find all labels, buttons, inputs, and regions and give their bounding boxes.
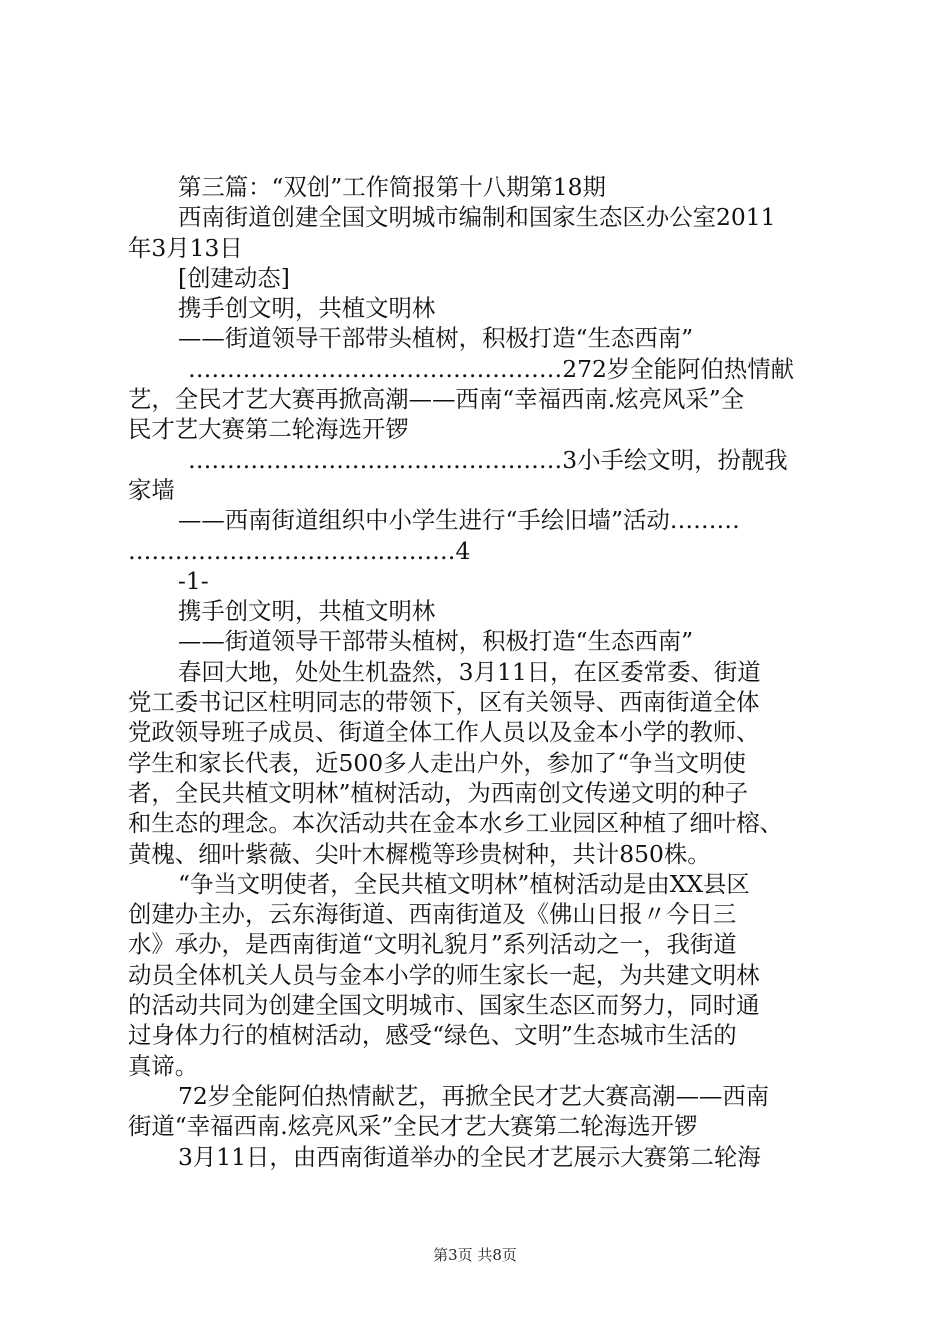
text-line: 72岁全能阿伯热情献艺，再掀全民才艺大赛高潮——西南 [178, 1081, 770, 1110]
page-footer [0, 1244, 950, 1265]
text-line: 第三篇：“双创”工作简报第十八期第18期 [178, 173, 606, 201]
text-line: ——街道领导干部带头植树，积极打造“生态西南” [178, 627, 694, 656]
text-line: 春回大地，处处生机盎然，3月11日，在区委常委、街道 [178, 657, 761, 686]
text-line: “争当文明使者，全民共植文明林”植树活动是由XX县区 [178, 869, 750, 898]
text-line: 携手创文明，共植文明林 [178, 294, 436, 323]
text-line: …………………………………………3小手绘文明，扮靓我 [188, 445, 788, 474]
text-line: …………………………………………272岁全能阿伯热情献 [188, 354, 795, 383]
text-line: 党工委书记区柱明同志的带领下，区有关领导、西南街道全体 [128, 688, 760, 717]
text-line: 党政领导班子成员、街道全体工作人员以及金本小学的教师、 [128, 718, 760, 747]
text-line: 创建办主办，云东海街道、西南街道及《佛山日报〃今日三 [128, 900, 737, 929]
text-line: -1- [178, 566, 209, 595]
text-line: 3月11日，由西南街道举办的全民才艺展示大赛第二轮海 [178, 1142, 761, 1171]
text-line: 过身体力行的植树活动，感受“绿色、文明”生态城市生活的 [128, 1021, 737, 1050]
text-line: 家墙 [128, 475, 175, 504]
document-body [128, 172, 832, 1172]
text-line: 动员全体机关人员与金本小学的师生家长一起，为共建文明林 [128, 960, 760, 989]
text-line: ——西南街道组织中小学生进行“手绘旧墙”活动……… [178, 506, 740, 535]
text-line: 民才艺大赛第二轮海选开锣 [128, 415, 409, 444]
text-line: [创建动态] [178, 263, 290, 292]
text-line: 携手创文明，共植文明林 [178, 597, 436, 626]
page-number: 第3页 共8页 [433, 1246, 517, 1264]
text-line: 街道“幸福西南.炫亮风采”全民才艺大赛第二轮海选开锣 [128, 1112, 698, 1141]
text-line: ……………………………………4 [128, 536, 471, 565]
text-line: 的活动共同为创建全国文明城市、国家生态区而努力，同时通 [128, 991, 760, 1020]
text-line: 西南街道创建全国文明城市编制和国家生态区办公室2011 [178, 203, 776, 232]
text-line: ——街道领导干部带头植树，积极打造“生态西南” [178, 324, 694, 353]
text-line: 和生态的理念。本次活动共在金本水乡工业园区种植了细叶榕、 [128, 809, 783, 838]
text-line: 者，全民共植文明林”植树活动，为西南创文传递文明的种子 [128, 778, 749, 807]
text-line: 艺，全民才艺大赛再掀高潮——西南“幸福西南.炫亮风采”全 [128, 385, 745, 414]
text-line: 学生和家长代表，近500多人走出户外，参加了“争当文明使 [128, 748, 746, 777]
text-line: 水》承办，是西南街道“文明礼貌月”系列活动之一，我街道 [128, 930, 737, 959]
text-line: 真谛。 [128, 1051, 199, 1080]
text-line: 黄槐、细叶紫薇、尖叶木樨榄等珍贵树种，共计850株。 [128, 839, 711, 868]
text-line: 年3月13日 [128, 233, 243, 262]
